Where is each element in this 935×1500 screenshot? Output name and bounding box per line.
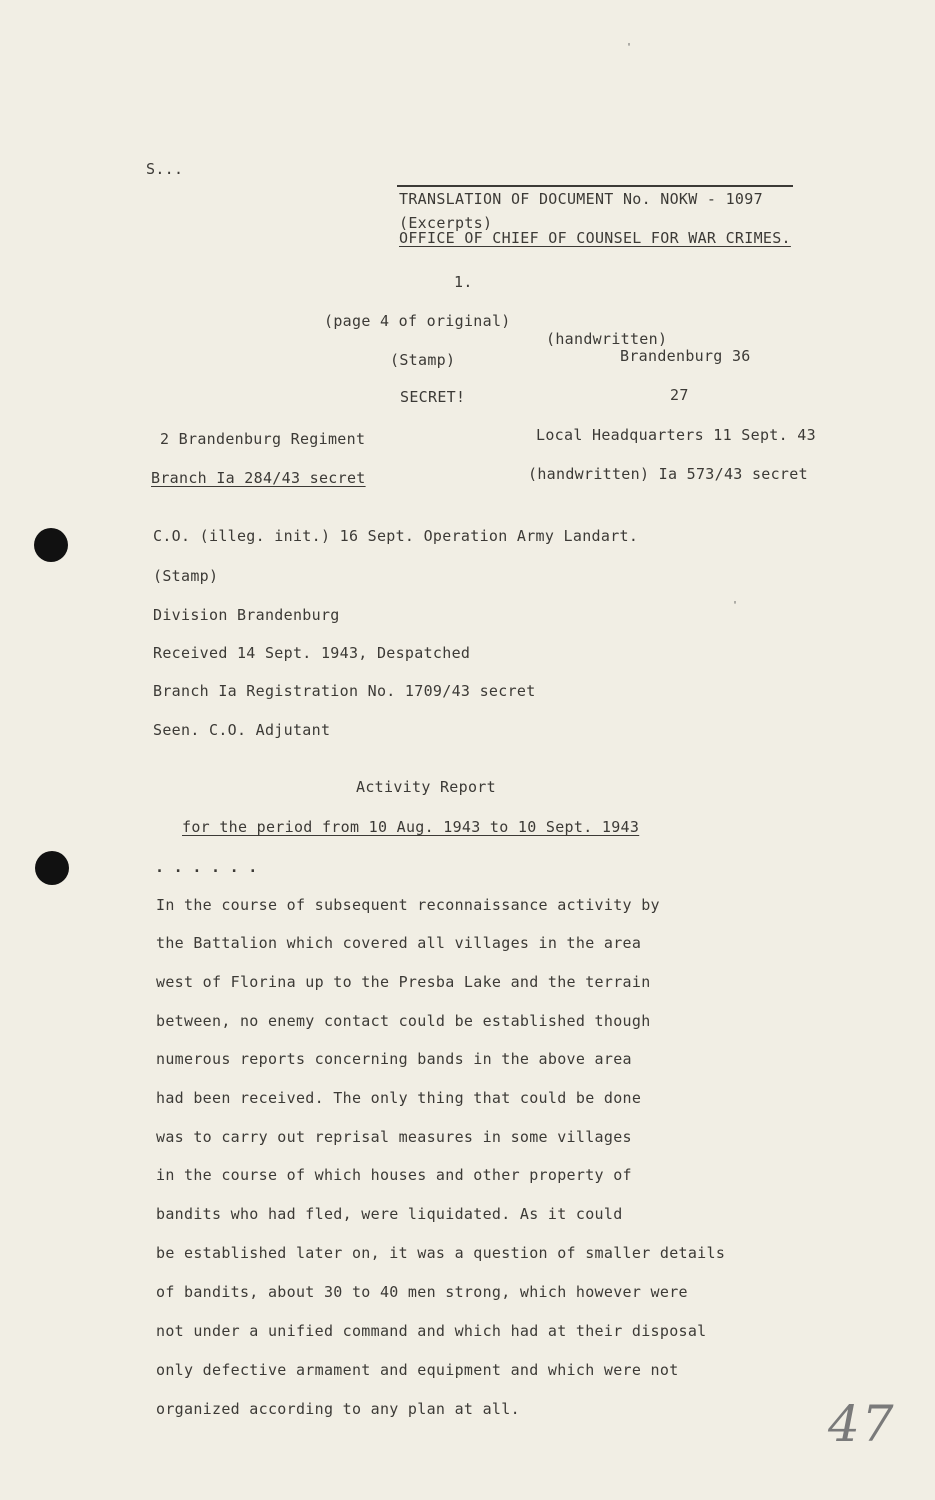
body-line: of bandits, about 30 to 40 men strong, which however were <box>156 1283 688 1301</box>
branch-reference: Branch Ia 284/43 secret <box>151 469 366 487</box>
ellipsis-marker: . . . . . . <box>155 858 258 876</box>
body-line: numerous reports concerning bands in the above area <box>156 1050 632 1068</box>
body-line: between, no enemy contact could be established though <box>156 1012 651 1030</box>
body-line: west of Florina up to the Presba Lake and the terrain <box>156 973 651 991</box>
stamp-label: (Stamp) <box>390 351 456 369</box>
report-title: Activity Report <box>356 778 496 796</box>
page-of-original: (page 4 of original) <box>324 312 511 330</box>
punch-hole <box>34 528 68 562</box>
archive-page-number: 47 <box>828 1395 896 1453</box>
document-number-line: TRANSLATION OF DOCUMENT No. NOKW - 1097 <box>399 190 763 208</box>
report-period: for the period from 10 Aug. 1943 to 10 Sept. 1943 <box>182 818 640 836</box>
stray-mark: ' <box>732 600 739 611</box>
body-line: the Battalion which covered all villages in the area <box>156 934 642 952</box>
body-line: in the course of which houses and other property of <box>156 1166 632 1184</box>
routing-line: Division Brandenburg <box>153 606 340 624</box>
routing-line: Branch Ia Registration No. 1709/43 secret <box>153 682 536 700</box>
regiment-name: 2 Brandenburg Regiment <box>160 430 366 448</box>
body-line: only defective armament and equipment and which were not <box>156 1361 679 1379</box>
header-rule <box>397 185 793 187</box>
body-line: was to carry out reprisal measures in some villages <box>156 1128 632 1146</box>
routing-line: Seen. C.O. Adjutant <box>153 721 331 739</box>
body-line: organized according to any plan at all. <box>156 1400 520 1418</box>
body-line: bandits who had fled, were liquidated. As it could <box>156 1205 623 1223</box>
secret-marking: SECRET! <box>400 388 466 406</box>
translation-page-number: 1. <box>454 273 473 291</box>
number-27: 27 <box>670 386 689 404</box>
body-line: not under a unified command and which had at their disposal <box>156 1322 707 1340</box>
routing-line: Received 14 Sept. 1943, Despatched <box>153 644 471 662</box>
corner-mark: S... <box>146 160 184 178</box>
branch-reference-handwritten: (handwritten) Ia 573/43 secret <box>528 465 808 483</box>
stray-mark: ' <box>626 42 633 53</box>
body-line: be established later on, it was a question of smaller details <box>156 1244 726 1262</box>
body-line: had been received. The only thing that could be done <box>156 1089 642 1107</box>
handwritten-label: (handwritten) <box>546 330 668 348</box>
punch-hole <box>35 851 69 885</box>
office-line: OFFICE OF CHIEF OF COUNSEL FOR WAR CRIMES. <box>399 229 791 247</box>
routing-line: (Stamp) <box>153 567 219 585</box>
body-line: In the course of subsequent reconnaissance activity by <box>156 896 660 914</box>
routing-line: C.O. (illeg. init.) 16 Sept. Operation Army Landart. <box>153 527 639 545</box>
location-date: Local Headquarters 11 Sept. 43 <box>536 426 816 444</box>
handwritten-reference: Brandenburg 36 <box>620 347 751 365</box>
excerpts-label: (Excerpts) <box>399 214 493 232</box>
